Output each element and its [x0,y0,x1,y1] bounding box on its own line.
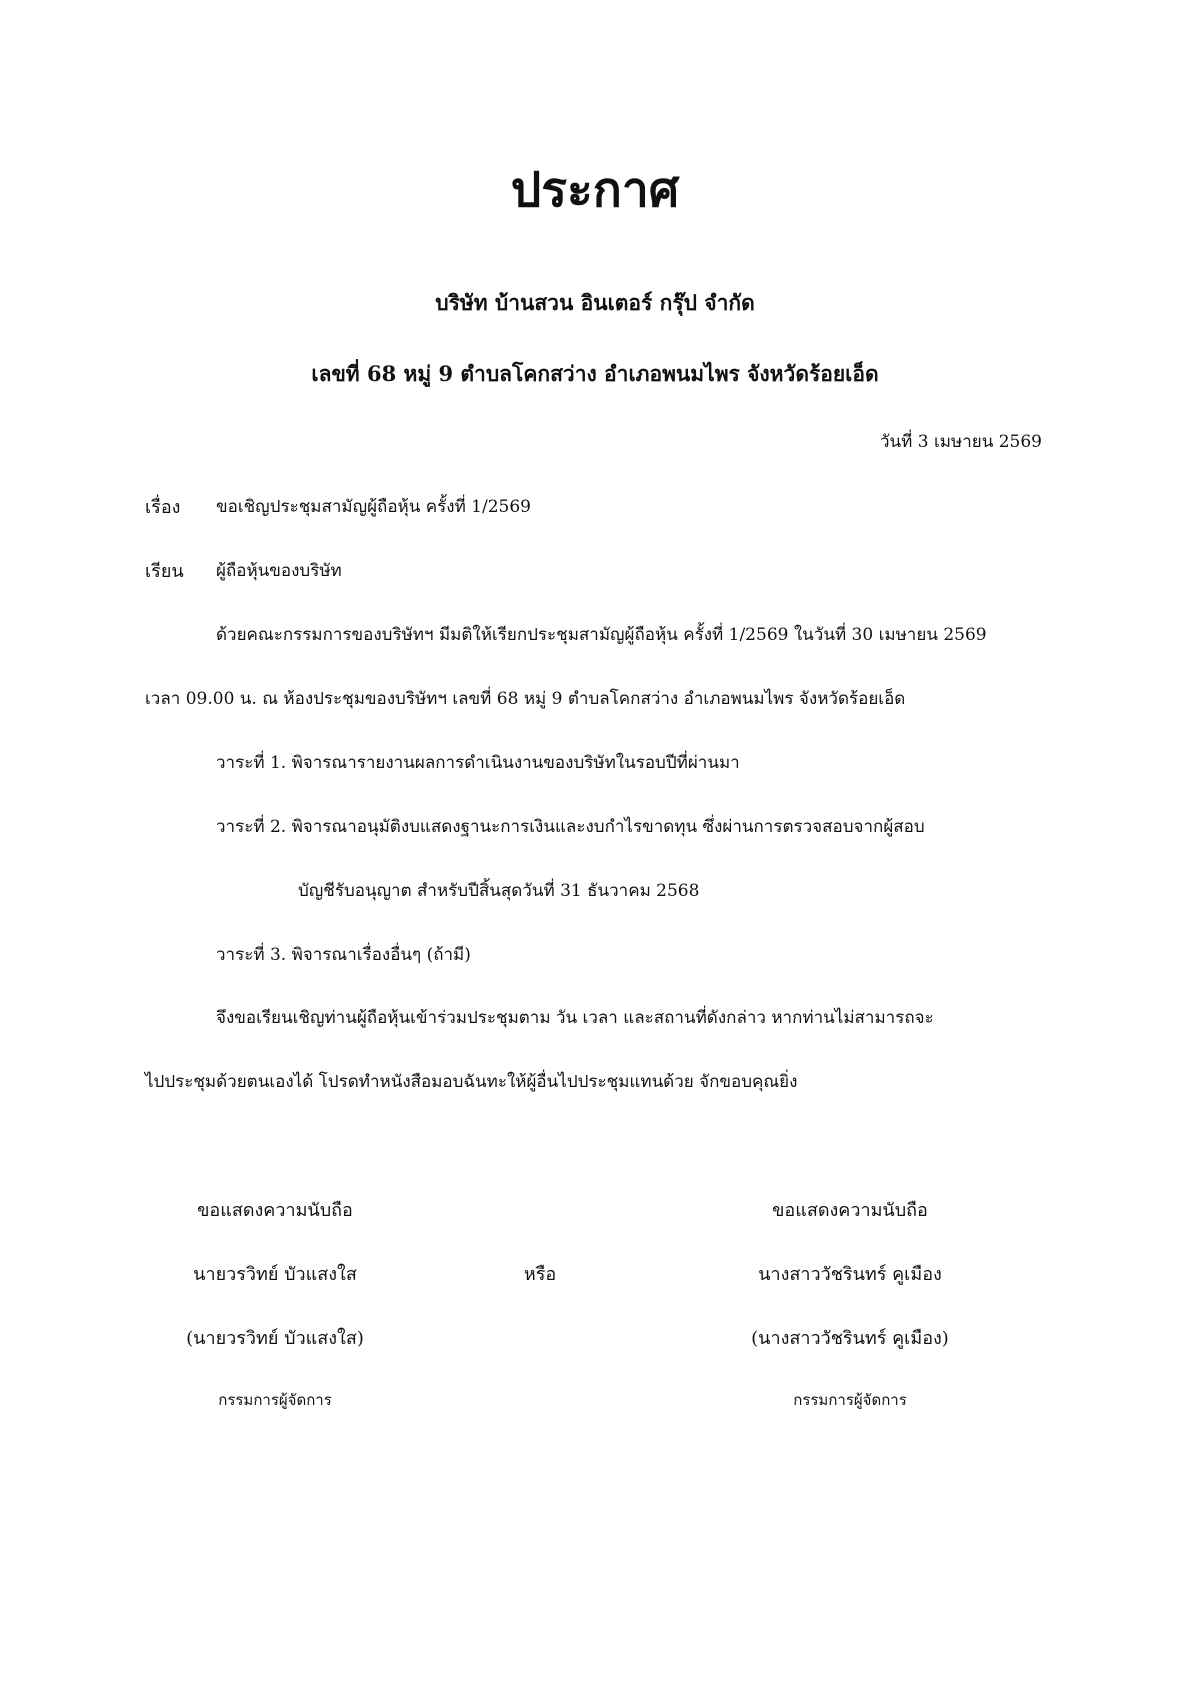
left-signature: นายวรวิทย์ บัวแสงใส [193,1264,357,1285]
subject-label: เรื่อง [145,497,181,518]
document-date: วันที่ 3 เมษายน 2569 [879,432,1042,452]
agenda-item: วาระที่ 3. พิจารณาเรื่องอื่นๆ (ถ้ามี) [216,945,471,965]
left-signatory-name: (นายวรวิทย์ บัวแสงใส) [186,1328,364,1349]
agenda-item: วาระที่ 2. พิจารณาอนุมัติงบแสดงฐานะการเงินและงบกำไรขาดทุน ซึ่งผ่านการตรวจสอบจากผู้สอบ [216,817,925,837]
right-signatory-position: กรรมการผู้จัดการ [793,1391,907,1409]
subject-text: ขอเชิญประชุมสามัญผู้ถือหุ้น ครั้งที่ 1/2569 [216,497,531,517]
recipient-text: ผู้ถือหุ้นของบริษัท [216,561,342,581]
body-para2-line2: ไปประชุมด้วยตนเองได้ โปรดทำหนังสือมอบฉันทะให้ผู้อื่นไปประชุมแทนด้วย จักขอบคุณยิ่ง [145,1072,798,1092]
body-para1-line2: เวลา 09.00 น. ณ ห้องประชุมของบริษัทฯ เลขที่ 68 หมู่ 9 ตำบลโคกสว่าง อำเภอพนมไพร จังหวัดร้อยเอ็ด [145,689,906,709]
left-closing: ขอแสดงความนับถือ [197,1200,353,1221]
body-para1-line1: ด้วยคณะกรรมการของบริษัทฯ มีมติให้เรียกประชุมสามัญผู้ถือหุ้น ครั้งที่ 1/2569 ในวันที่ 30 เมษายน 2569 [216,625,987,645]
company-name: บริษัท บ้านสวน อินเตอร์ กรุ๊ป จำกัด [435,290,755,315]
right-signatory-name: (นางสาววัชรินทร์ คูเมือง) [751,1328,949,1349]
agenda-item: วาระที่ 1. พิจารณารายงานผลการดำเนินงานของบริษัทในรอบปีที่ผ่านมา [216,753,740,773]
recipient-label: เรียน [145,561,184,582]
document-title: ประกาศ [510,162,680,218]
left-signatory-position: กรรมการผู้จัดการ [218,1391,332,1409]
right-signature: นางสาววัชรินทร์ คูเมือง [758,1264,942,1285]
company-address: เลขที่ 68 หมู่ 9 ตำบลโคกสว่าง อำเภอพนมไพร จังหวัดร้อยเอ็ด [311,361,879,386]
body-para2-line1: จึงขอเรียนเชิญท่านผู้ถือหุ้นเข้าร่วมประชุมตาม วัน เวลา และสถานที่ดังกล่าว หากท่านไม่สามารถจะ [216,1008,934,1028]
right-closing: ขอแสดงความนับถือ [772,1200,928,1221]
signature-separator: หรือ [523,1264,557,1285]
agenda-item-continuation: บัญชีรับอนุญาต สำหรับปีสิ้นสุดวันที่ 31 ธันวาคม 2568 [298,881,700,901]
